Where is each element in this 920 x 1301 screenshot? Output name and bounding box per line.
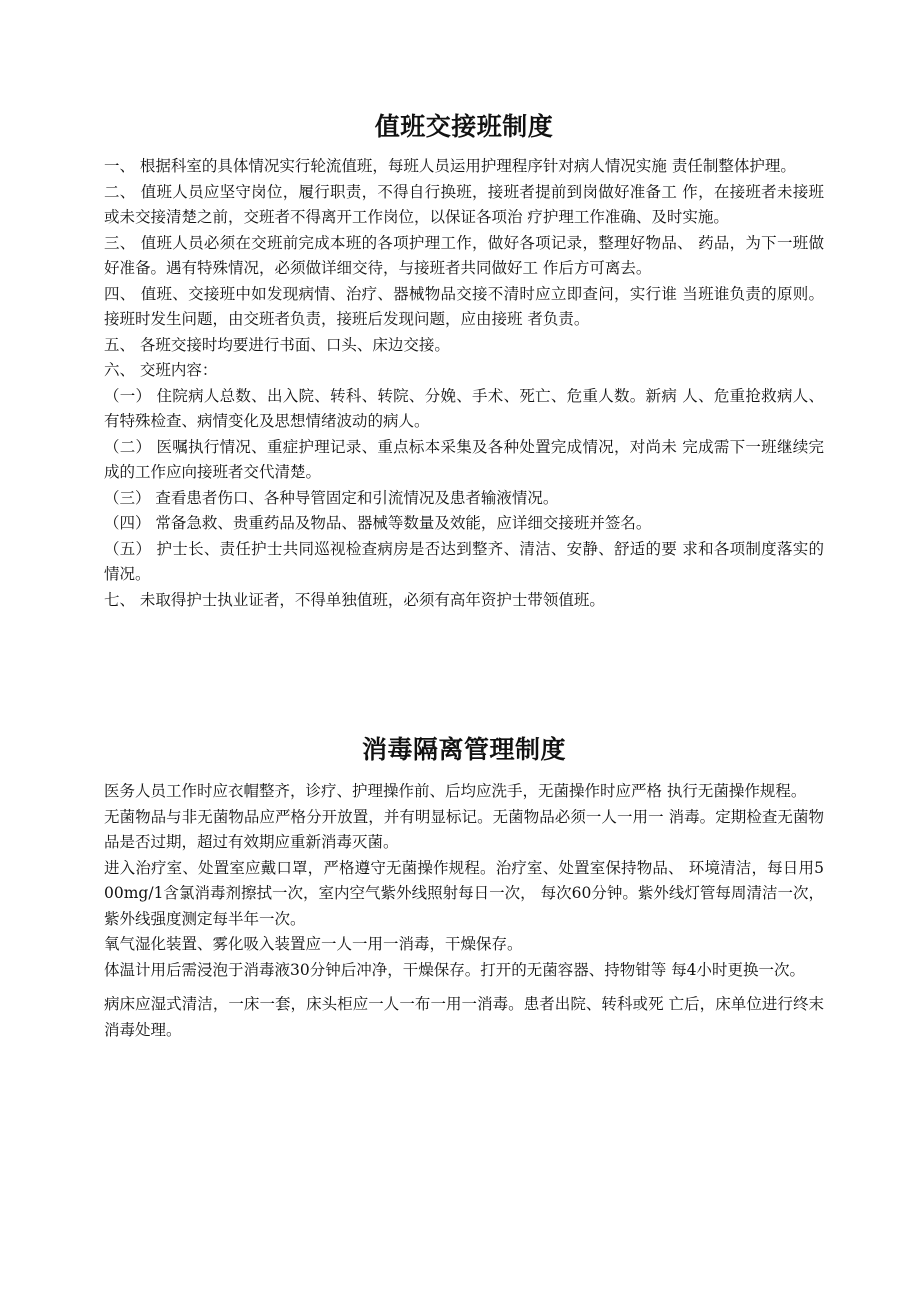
paragraph-duty-6-5: （五） 护士长、责任护士共同巡视检查病房是否达到整齐、清洁、安静、舒适的要 求和各项制度落实的情况。 [104, 539, 824, 583]
paragraph-duty-1: 一、 根据科室的具体情况实行轮流值班，每班人员运用护理程序针对病人情况实施 责任制整体护理。 [104, 157, 796, 175]
paragraph-duty-6-3: （三） 查看患者伤口、各种导管固定和引流情况及患者输液情况。 [104, 488, 559, 507]
paragraph-disinfection-4: 氧气湿化装置、雾化吸入装置应一人一用一消毒，干燥保存。 [104, 935, 523, 953]
page-title-disinfection: 消毒隔离管理制度 [361, 735, 566, 764]
paragraph-duty-6: 六、 交班内容： [104, 361, 218, 379]
paragraph-duty-3: 三、 值班人员必须在交班前完成本班的各项护理工作，做好各项记录，整理好物品、 药品，为下一班做好准备。遇有特殊情况，必须做详细交待，与接班者共同做好工 作后方可离去。 [104, 233, 824, 277]
paragraph-duty-6-4: （四） 常备急救、贵重药品及物品、器械等数量及效能，应详细交接班并签名。 [104, 514, 652, 532]
paragraph-duty-6-1: （一） 住院病人总数、出入院、转科、转院、分娩、手术、死亡、危重人数。新病 人、危重抢救病人、有特殊检查、病情变化及思想情绪波动的病人。 [104, 386, 824, 430]
paragraph-disinfection-2: 无菌物品与非无菌物品应严格分开放置，并有明显标记。无菌物品必须一人一用一 消毒。定期检查无菌物品是否过期，超过有效期应重新消毒灭菌。 [104, 807, 824, 851]
paragraph-disinfection-1: 医务人员工作时应衣帽整齐，诊疗、护理操作前、后均应洗手，无菌操作时应严格 执行无菌操作规程。 [104, 782, 807, 800]
paragraph-duty-4: 四、 值班、交接班中如发现病情、治疗、器械物品交接不清时应立即查问，实行谁 当班谁负责的原则。接班时发生问题，由交班者负责，接班后发现问题，应由接班 者负责。 [104, 284, 824, 328]
paragraph-duty-2: 二、 值班人员应坚守岗位，履行职责，不得自行换班，接班者提前到岗做好准备工 作，在接班者未接班或未交接清楚之前，交班者不得离开工作岗位，以保证各项治 疗护理工作准确、及时实施。 [104, 182, 824, 226]
page-title-duty-handover: 值班交接班制度 [374, 112, 554, 141]
paragraph-duty-6-2: （二） 医嘱执行情况、重症护理记录、重点标本采集及各种处置完成情况，对尚未 完成需下一班继续完成的工作应向接班者交代清楚。 [104, 437, 824, 481]
paragraph-duty-7: 七、 未取得护士执业证者，不得单独值班，必须有高年资护士带领值班。 [104, 590, 605, 609]
paragraph-disinfection-3: 进入治疗室、处置室应戴口罩，严格遵守无菌操作规程。治疗室、处置室保持物品、 环境清洁，每日用500mg/1含氯消毒剂擦拭一次，室内空气紫外线照射每日一次， 每次60分钟。紫外线灯管每周清洁一次，紫外线强度测定每半年一次。 [104, 858, 824, 928]
paragraph-disinfection-5: 体温计用后需浸泡于消毒液30分钟后冲净，干燥保存。打开的无菌容器、持物钳等 每4小时更换一次。 [104, 960, 806, 979]
section-duty-handover [104, 154, 824, 613]
section-disinfection [104, 779, 824, 1043]
paragraph-duty-5: 五、 各班交接时均要进行书面、口头、床边交接。 [104, 335, 450, 354]
paragraph-disinfection-6: 病床应湿式清洁，一床一套，床头柜应一人一布一用一消毒。患者出院、转科或死 亡后，床单位进行终末消毒处理。 [104, 995, 824, 1039]
